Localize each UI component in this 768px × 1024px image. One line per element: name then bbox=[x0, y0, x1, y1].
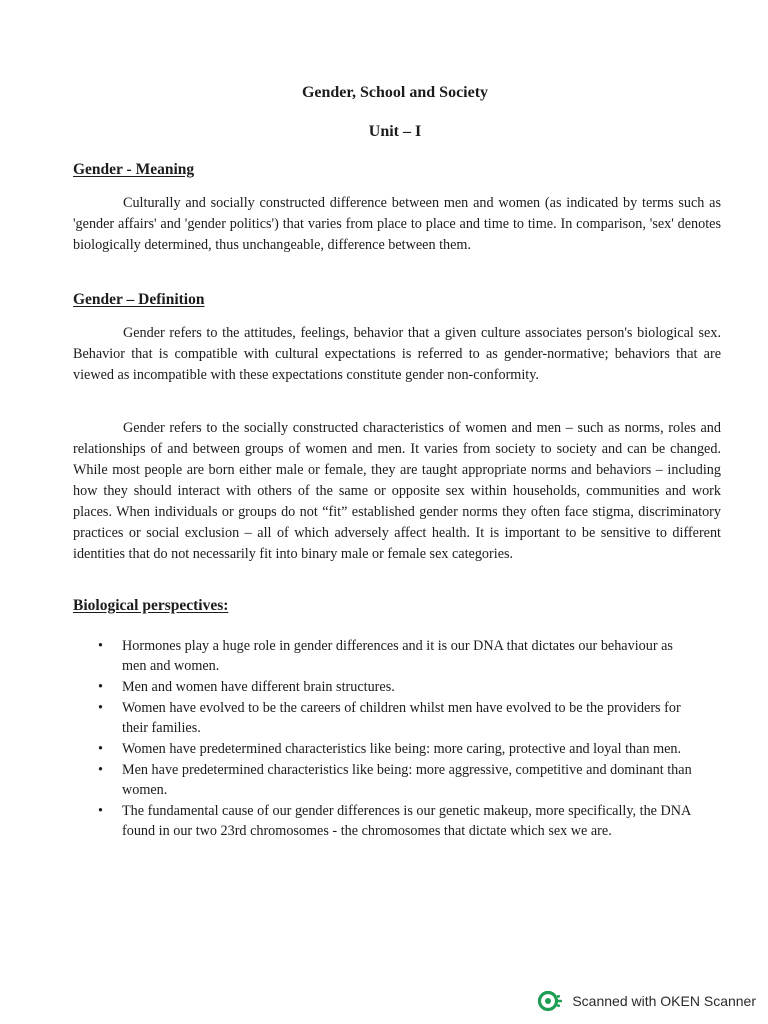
list-item bbox=[96, 801, 696, 842]
paragraph-definition-1: Gender refers to the attitudes, feelings, behavior that a given culture associates person's biological sex. Behavior that is compatible with cultural expectations is referred to as gender-normative; behaviors that are viewed as incompatible with these expectations constitute gender non-conformity. bbox=[73, 325, 721, 383]
paragraph-meaning: Culturally and socially constructed difference between men and women (as indicated by terms such as 'gender affairs' and 'gender politics') that varies from place to place and time to time. In comparison, 'sex' denotes biologically determined, thus unchangeable, difference between them. bbox=[73, 195, 721, 253]
list-item-text: Men have predetermined characteristics like being: more aggressive, competitive and dominant than women. bbox=[122, 761, 692, 799]
scanner-watermark bbox=[538, 990, 756, 1012]
bullet-icon: • bbox=[98, 679, 103, 696]
section-heading-biological: Biological perspectives: bbox=[73, 597, 229, 614]
oken-scanner-logo-icon bbox=[538, 990, 564, 1012]
list-item bbox=[96, 677, 696, 697]
bullet-icon: • bbox=[98, 802, 103, 819]
list-item-text: Women have evolved to be the careers of children whilst men have evolved to be the providers for their families. bbox=[122, 699, 681, 737]
document-title: Gender, School and Society bbox=[301, 84, 489, 101]
biological-perspectives-list bbox=[96, 636, 696, 842]
unit-title: Unit – I bbox=[368, 123, 422, 140]
bullet-icon: • bbox=[98, 699, 103, 716]
list-item-text: Hormones play a huge role in gender differences and it is our DNA that dictates our behaviour as men and women. bbox=[122, 638, 673, 675]
paragraph-definition-2: Gender refers to the socially constructed characteristics of women and men – such as norms, roles and relationships of and between groups of women and men. It varies from society to society and can be changed. While most people are born either male or female, they are taught appropriate norms and behaviors – including how they should interact with others of the same or opposite sex within households, communities and work places. When individuals or groups do not “fit” established gender norms they often face stigma, discriminatory practices or social exclusion – all of which adversely affect health. It is important to be sensitive to different identities that do not necessarily fit into binary male or female sex categories. bbox=[73, 420, 721, 562]
list-item-text: Men and women have different brain structures. bbox=[122, 679, 395, 696]
list-item bbox=[96, 739, 696, 759]
list-item bbox=[96, 636, 696, 677]
section-heading-definition: Gender – Definition bbox=[73, 291, 205, 308]
list-item-text: Women have predetermined characteristics like being: more caring, protective and loyal than men. bbox=[122, 740, 682, 757]
bullet-icon: • bbox=[98, 638, 103, 654]
bullet-icon: • bbox=[98, 761, 103, 778]
scanner-text: Scanned with OKEN Scanner bbox=[572, 993, 756, 1009]
bullet-icon: • bbox=[98, 740, 103, 757]
list-item bbox=[96, 760, 696, 801]
list-item-text: The fundamental cause of our gender differences is our genetic makeup, more specifically, the DNA found in our two 23rd chromosomes - the chromosomes that dictate which sex we are. bbox=[122, 802, 691, 840]
section-heading-meaning: Gender - Meaning bbox=[73, 161, 195, 178]
list-item bbox=[96, 698, 696, 739]
